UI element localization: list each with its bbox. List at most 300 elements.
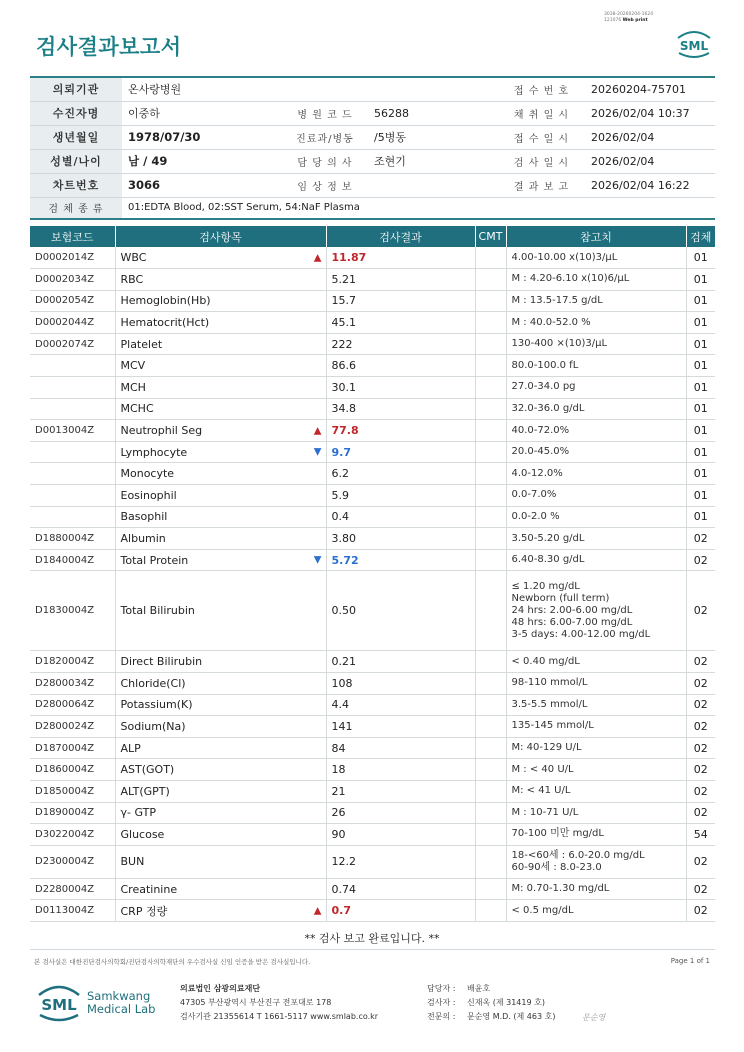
result-value: 5.21: [326, 269, 475, 291]
result-value: 45.1: [326, 312, 475, 334]
col-header-spec: 검체: [686, 226, 715, 247]
result-item-name: Lymphocyte: [120, 445, 188, 459]
reference-line: 60-90세 : 8.0-23.0: [511, 861, 602, 873]
report-value: 2026/02/04 16:22: [585, 173, 715, 197]
result-cmt: [475, 528, 506, 550]
result-cmt: [475, 333, 506, 355]
test-date-label: 검 사 일 시: [498, 149, 585, 173]
result-code: D0113004Z: [30, 900, 115, 922]
staff-role: 검사자 :: [427, 998, 456, 1007]
result-row: [30, 355, 715, 377]
result-row: [30, 441, 715, 463]
clinical-value: [368, 173, 498, 197]
result-value: 0.50: [326, 571, 475, 651]
result-item-name: Albumin: [120, 532, 166, 546]
result-value: 0.74: [326, 878, 475, 900]
result-specimen: 01: [686, 355, 715, 377]
result-item: [115, 441, 326, 463]
result-item-name: Chloride(Cl): [120, 676, 186, 690]
result-specimen: 01: [686, 463, 715, 485]
result-specimen: 01: [686, 269, 715, 291]
info-row-hospital: [30, 77, 715, 101]
result-value: 0.7: [326, 900, 475, 922]
result-value: 15.7: [326, 290, 475, 312]
staff-row: [427, 1010, 555, 1024]
result-item-name: Creatinine: [120, 882, 178, 896]
result-reference: [506, 290, 686, 312]
result-code: D2280004Z: [30, 878, 115, 900]
result-row: [30, 528, 715, 550]
staff-name: 신재옥 (제 31419 호): [467, 998, 545, 1007]
result-item-name: CRP 정량: [120, 904, 168, 918]
reference-line: M : 40.0-52.0 %: [511, 316, 591, 328]
result-row: [30, 247, 715, 269]
reference-line: ≤ 1.20 mg/dL: [511, 580, 580, 592]
result-item-name: γ- GTP: [120, 806, 156, 820]
staff-info: [427, 982, 555, 1024]
result-item: [115, 463, 326, 485]
result-item: [115, 716, 326, 738]
result-item-name: ALT(GPT): [120, 784, 170, 798]
result-value: 34.8: [326, 398, 475, 420]
result-item-name: Direct Bilirubin: [120, 655, 203, 669]
result-item: [115, 824, 326, 846]
result-specimen: 54: [686, 824, 715, 846]
result-cmt: [475, 845, 506, 878]
reference-line: 0.0-7.0%: [511, 489, 557, 501]
specimen-value: 01:EDTA Blood, 02:SST Serum, 54:NaF Plasma: [122, 197, 715, 219]
reference-line: M: < 41 U/L: [511, 785, 571, 797]
result-item: [115, 420, 326, 442]
result-row: [30, 900, 715, 922]
reference-line: M : 4.20-6.10 x(10)6/μL: [511, 273, 630, 285]
reference-line: 80.0-100.0 fL: [511, 359, 579, 371]
collect-label: 채 취 일 시: [498, 101, 585, 125]
result-row: [30, 377, 715, 399]
test-date-value: 2026/02/04: [585, 149, 715, 173]
result-cmt: [475, 355, 506, 377]
reference-line: 135-145 mmol/L: [511, 720, 594, 732]
sml-footer-logo: [34, 982, 84, 1024]
reference-line: 3.50-5.20 g/dL: [511, 532, 585, 544]
result-specimen: 01: [686, 420, 715, 442]
report-complete-text: ** 검사 보고 완료입니다. **: [304, 932, 440, 945]
result-specimen: 02: [686, 900, 715, 922]
result-item: [115, 333, 326, 355]
result-specimen: 02: [686, 549, 715, 571]
org-address: 47305 부산광역시 부산진구 전포대로 178: [180, 998, 332, 1007]
result-specimen: 02: [686, 528, 715, 550]
result-value: 5.9: [326, 485, 475, 507]
result-row: [30, 398, 715, 420]
document-code-line2: 121076 Web print: [604, 18, 648, 23]
result-item: [115, 398, 326, 420]
result-code: D0002044Z: [30, 312, 115, 334]
result-reference: [506, 673, 686, 695]
result-row: [30, 506, 715, 528]
reference-line: M : < 40 U/L: [511, 763, 574, 775]
patient-label: 수진자명: [30, 101, 122, 125]
result-specimen: 01: [686, 290, 715, 312]
result-specimen: 01: [686, 441, 715, 463]
result-cmt: [475, 506, 506, 528]
result-reference: [506, 694, 686, 716]
result-row: [30, 759, 715, 781]
result-specimen: 02: [686, 651, 715, 673]
result-code: D1860004Z: [30, 759, 115, 781]
result-row: [30, 673, 715, 695]
result-cmt: [475, 485, 506, 507]
result-reference: [506, 463, 686, 485]
result-specimen: 02: [686, 845, 715, 878]
result-value: 6.2: [326, 463, 475, 485]
result-value: 84: [326, 737, 475, 759]
web-print-tag: Web print: [622, 18, 648, 23]
reference-line: 20.0-45.0%: [511, 446, 570, 458]
result-code: D2800064Z: [30, 694, 115, 716]
result-value: 11.87: [326, 247, 475, 269]
staff-role: 전문의 :: [427, 1012, 456, 1021]
hospital-label: 의뢰기관: [30, 77, 122, 101]
result-cmt: [475, 759, 506, 781]
result-item-name: Total Bilirubin: [120, 604, 195, 618]
result-reference: [506, 824, 686, 846]
clinical-label: 임 상 정 보: [282, 173, 368, 197]
result-cmt: [475, 824, 506, 846]
result-item-name: Total Protein: [120, 553, 189, 567]
staff-name: 배윤호: [467, 984, 491, 993]
patient-value: 이중하: [122, 101, 282, 125]
result-item: [115, 759, 326, 781]
result-row: [30, 651, 715, 673]
staff-name: 문순영 M.D. (제 463 호): [467, 1012, 556, 1021]
result-specimen: 02: [686, 694, 715, 716]
result-cmt: [475, 312, 506, 334]
result-item: [115, 802, 326, 824]
sex-age-label: 성별/나이: [30, 149, 122, 173]
result-item-name: Hemoglobin(Hb): [120, 294, 211, 308]
result-item: [115, 247, 326, 269]
result-item: [115, 355, 326, 377]
document-code-line1: 3038-20260204-1624: [604, 12, 654, 17]
result-cmt: [475, 900, 506, 922]
result-item: [115, 673, 326, 695]
result-row: [30, 737, 715, 759]
result-specimen: 02: [686, 716, 715, 738]
brand-line1: Samkwang: [87, 989, 151, 1003]
result-reference: [506, 716, 686, 738]
result-code: D0002034Z: [30, 269, 115, 291]
result-cmt: [475, 377, 506, 399]
result-value: 12.2: [326, 845, 475, 878]
reference-line: M : 10-71 U/L: [511, 806, 579, 818]
reference-line: M: 0.70-1.30 mg/dL: [511, 883, 610, 895]
reference-line: 18-<60세 : 6.0-20.0 mg/dL: [511, 849, 645, 861]
result-row: [30, 463, 715, 485]
result-code: [30, 377, 115, 399]
result-row: [30, 571, 715, 651]
reference-line: 6.40-8.30 g/dL: [511, 554, 585, 566]
reference-line: 24 hrs: 2.00-6.00 mg/dL: [511, 604, 633, 616]
result-row: [30, 716, 715, 738]
hospital-value: 온사랑병원: [122, 77, 282, 101]
org-contact: 검사기관 21355614 T 1661-5117 www.smlab.co.kr: [180, 1012, 379, 1021]
result-item: [115, 269, 326, 291]
reference-line: 48 hrs: 6.00-7.00 mg/dL: [511, 616, 633, 628]
result-reference: [506, 506, 686, 528]
receipt-no-value: 20260204-75701: [585, 77, 715, 101]
result-reference: [506, 355, 686, 377]
sml-logo: [674, 28, 714, 60]
result-specimen: 02: [686, 759, 715, 781]
result-cmt: [475, 420, 506, 442]
result-cmt: [475, 780, 506, 802]
result-item-name: Hematocrit(Hct): [120, 316, 210, 330]
result-code: [30, 441, 115, 463]
reference-line: 4.00-10.00 x(10)3/μL: [511, 251, 618, 263]
result-cmt: [475, 673, 506, 695]
reference-line: M : 13.5-17.5 g/dL: [511, 294, 603, 306]
receipt-date-value: 2026/02/04: [585, 125, 715, 149]
staff-role: 담당자 :: [427, 984, 456, 993]
result-value: 26: [326, 802, 475, 824]
info-row-patient: [30, 101, 715, 125]
result-reference: [506, 780, 686, 802]
reference-line: 40.0-72.0%: [511, 424, 570, 436]
result-item: [115, 528, 326, 550]
result-item-name: RBC: [120, 272, 144, 286]
result-reference: [506, 398, 686, 420]
info-row-specimen: [30, 197, 715, 219]
result-row: [30, 845, 715, 878]
result-item-name: MCV: [120, 359, 146, 373]
result-reference: [506, 312, 686, 334]
result-specimen: 02: [686, 571, 715, 651]
reference-line: 3-5 days: 4.00-12.00 mg/dL: [511, 628, 651, 640]
reference-line: Newborn (full term): [511, 592, 610, 604]
sex-age-value: 남 / 49: [122, 149, 282, 173]
result-specimen: 01: [686, 485, 715, 507]
hosp-code-value: 56288: [368, 101, 498, 125]
result-item: [115, 377, 326, 399]
page-title: 검사결과보고서: [36, 35, 182, 59]
result-item-name: MCH: [120, 380, 146, 394]
result-specimen: 02: [686, 673, 715, 695]
result-code: D1840004Z: [30, 549, 115, 571]
chart-label: 차트번호: [30, 173, 122, 197]
result-code: D0013004Z: [30, 420, 115, 442]
reference-line: < 0.40 mg/dL: [511, 655, 580, 667]
result-item-name: MCHC: [120, 402, 154, 416]
info-row-chart: [30, 173, 715, 197]
result-reference: [506, 802, 686, 824]
result-specimen: 01: [686, 312, 715, 334]
col-header-cmt: CMT: [475, 226, 506, 247]
result-row: [30, 694, 715, 716]
result-code: [30, 355, 115, 377]
result-code: D1820004Z: [30, 651, 115, 673]
result-reference: [506, 845, 686, 878]
result-item: [115, 900, 326, 922]
collect-value: 2026/02/04 10:37: [585, 101, 715, 125]
result-item: [115, 549, 326, 571]
result-specimen: 01: [686, 247, 715, 269]
sml-footer-logo-text: SML: [41, 996, 77, 1014]
result-item-name: Eosinophil: [120, 488, 177, 502]
reference-line: 70-100 미만 mg/dL: [511, 828, 604, 840]
result-reference: [506, 651, 686, 673]
results-table: [30, 226, 715, 922]
result-value: 5.72: [326, 549, 475, 571]
doctor-value: 조현기: [368, 149, 498, 173]
result-cmt: [475, 716, 506, 738]
result-code: D3022004Z: [30, 824, 115, 846]
document-code: [604, 12, 694, 24]
doctor-label: 담 당 의 사: [282, 149, 368, 173]
col-header-ref: 참고치: [506, 226, 686, 247]
reference-line: < 0.5 mg/dL: [511, 904, 574, 916]
result-reference: [506, 528, 686, 550]
result-value: 21: [326, 780, 475, 802]
results-header-row: [30, 226, 715, 247]
col-header-code: 보험코드: [30, 226, 115, 247]
result-value: 0.4: [326, 506, 475, 528]
result-reference: [506, 247, 686, 269]
dob-label: 생년월일: [30, 125, 122, 149]
specimen-label: 검 체 종 류: [30, 197, 122, 219]
reference-line: 130-400 ×(10)3/μL: [511, 338, 608, 350]
result-cmt: [475, 802, 506, 824]
result-row: [30, 878, 715, 900]
result-row: [30, 312, 715, 334]
result-code: D1890004Z: [30, 802, 115, 824]
brand-name: [87, 990, 155, 1016]
result-reference: [506, 759, 686, 781]
result-code: [30, 398, 115, 420]
result-code: D1880004Z: [30, 528, 115, 550]
result-code: D2300004Z: [30, 845, 115, 878]
result-specimen: 01: [686, 398, 715, 420]
result-row: [30, 333, 715, 355]
result-value: 4.4: [326, 694, 475, 716]
receipt-no-label: 접 수 번 호: [498, 77, 585, 101]
result-item: [115, 571, 326, 651]
result-reference: [506, 269, 686, 291]
result-item: [115, 485, 326, 507]
result-reference: [506, 420, 686, 442]
patient-info-table: [30, 76, 715, 220]
page-number: Page 1 of 1: [670, 957, 710, 965]
sml-logo-text: SML: [679, 39, 709, 53]
result-reference: [506, 485, 686, 507]
dob-value: 1978/07/30: [122, 125, 282, 149]
result-value: 222: [326, 333, 475, 355]
result-item: [115, 312, 326, 334]
result-code: D2800024Z: [30, 716, 115, 738]
result-item: [115, 290, 326, 312]
result-item-name: WBC: [120, 251, 147, 265]
result-row: [30, 420, 715, 442]
result-code: D1850004Z: [30, 780, 115, 802]
result-item-name: ALP: [120, 741, 141, 755]
result-value: 18: [326, 759, 475, 781]
result-item-name: Neutrophil Seg: [120, 424, 203, 438]
result-code: [30, 463, 115, 485]
result-code: D0002054Z: [30, 290, 115, 312]
result-cmt: [475, 737, 506, 759]
result-value: 141: [326, 716, 475, 738]
organization-info: [180, 982, 378, 1024]
result-value: 86.6: [326, 355, 475, 377]
result-reference: [506, 878, 686, 900]
result-item-name: AST(GOT): [120, 763, 175, 777]
col-header-result: 검사결과: [326, 226, 475, 247]
footer-divider: [30, 949, 715, 950]
result-value: 30.1: [326, 377, 475, 399]
result-cmt: [475, 441, 506, 463]
result-cmt: [475, 651, 506, 673]
result-item: [115, 780, 326, 802]
result-specimen: 02: [686, 737, 715, 759]
result-cmt: [475, 549, 506, 571]
dept-label: 진료과/병동: [282, 125, 368, 149]
info-row-sex-age: [30, 149, 715, 173]
result-cmt: [475, 694, 506, 716]
result-item: [115, 845, 326, 878]
low-flag-icon: ▼: [313, 446, 322, 458]
certification-note: 본 검사실은 대한진단검사의학회/진단검사의학재단의 우수검사실 신임 인증을 받은 검사실입니다.: [34, 958, 311, 966]
org-name: 의료법인 삼광의료재단: [180, 984, 261, 993]
staff-row: [427, 996, 555, 1010]
result-specimen: 02: [686, 780, 715, 802]
result-item-name: Potassium(K): [120, 698, 193, 712]
result-row: [30, 780, 715, 802]
result-item-name: BUN: [120, 855, 145, 869]
result-item-name: Platelet: [120, 337, 163, 351]
result-value: 0.21: [326, 651, 475, 673]
result-code: D0002074Z: [30, 333, 115, 355]
result-code: D1870004Z: [30, 737, 115, 759]
info-row-dob: [30, 125, 715, 149]
result-item: [115, 694, 326, 716]
result-item: [115, 651, 326, 673]
result-cmt: [475, 247, 506, 269]
result-item: [115, 506, 326, 528]
result-cmt: [475, 398, 506, 420]
signature: 문순영: [582, 1013, 606, 1022]
high-flag-icon: ▲: [313, 425, 322, 437]
result-reference: [506, 737, 686, 759]
result-specimen: 01: [686, 506, 715, 528]
result-reference: [506, 441, 686, 463]
result-row: [30, 290, 715, 312]
brand-line2: Medical Lab: [87, 1002, 156, 1016]
result-item-name: Basophil: [120, 510, 168, 524]
result-reference: [506, 333, 686, 355]
result-specimen: 01: [686, 377, 715, 399]
results-body: [30, 247, 715, 921]
report-label: 결 과 보 고: [498, 173, 585, 197]
result-code: D1830004Z: [30, 571, 115, 651]
result-row: [30, 269, 715, 291]
result-item: [115, 878, 326, 900]
result-code: [30, 485, 115, 507]
reference-line: 4.0-12.0%: [511, 467, 563, 479]
high-flag-icon: ▲: [313, 252, 322, 264]
result-reference: [506, 549, 686, 571]
col-header-item: 검사항목: [115, 226, 326, 247]
result-reference: [506, 900, 686, 922]
